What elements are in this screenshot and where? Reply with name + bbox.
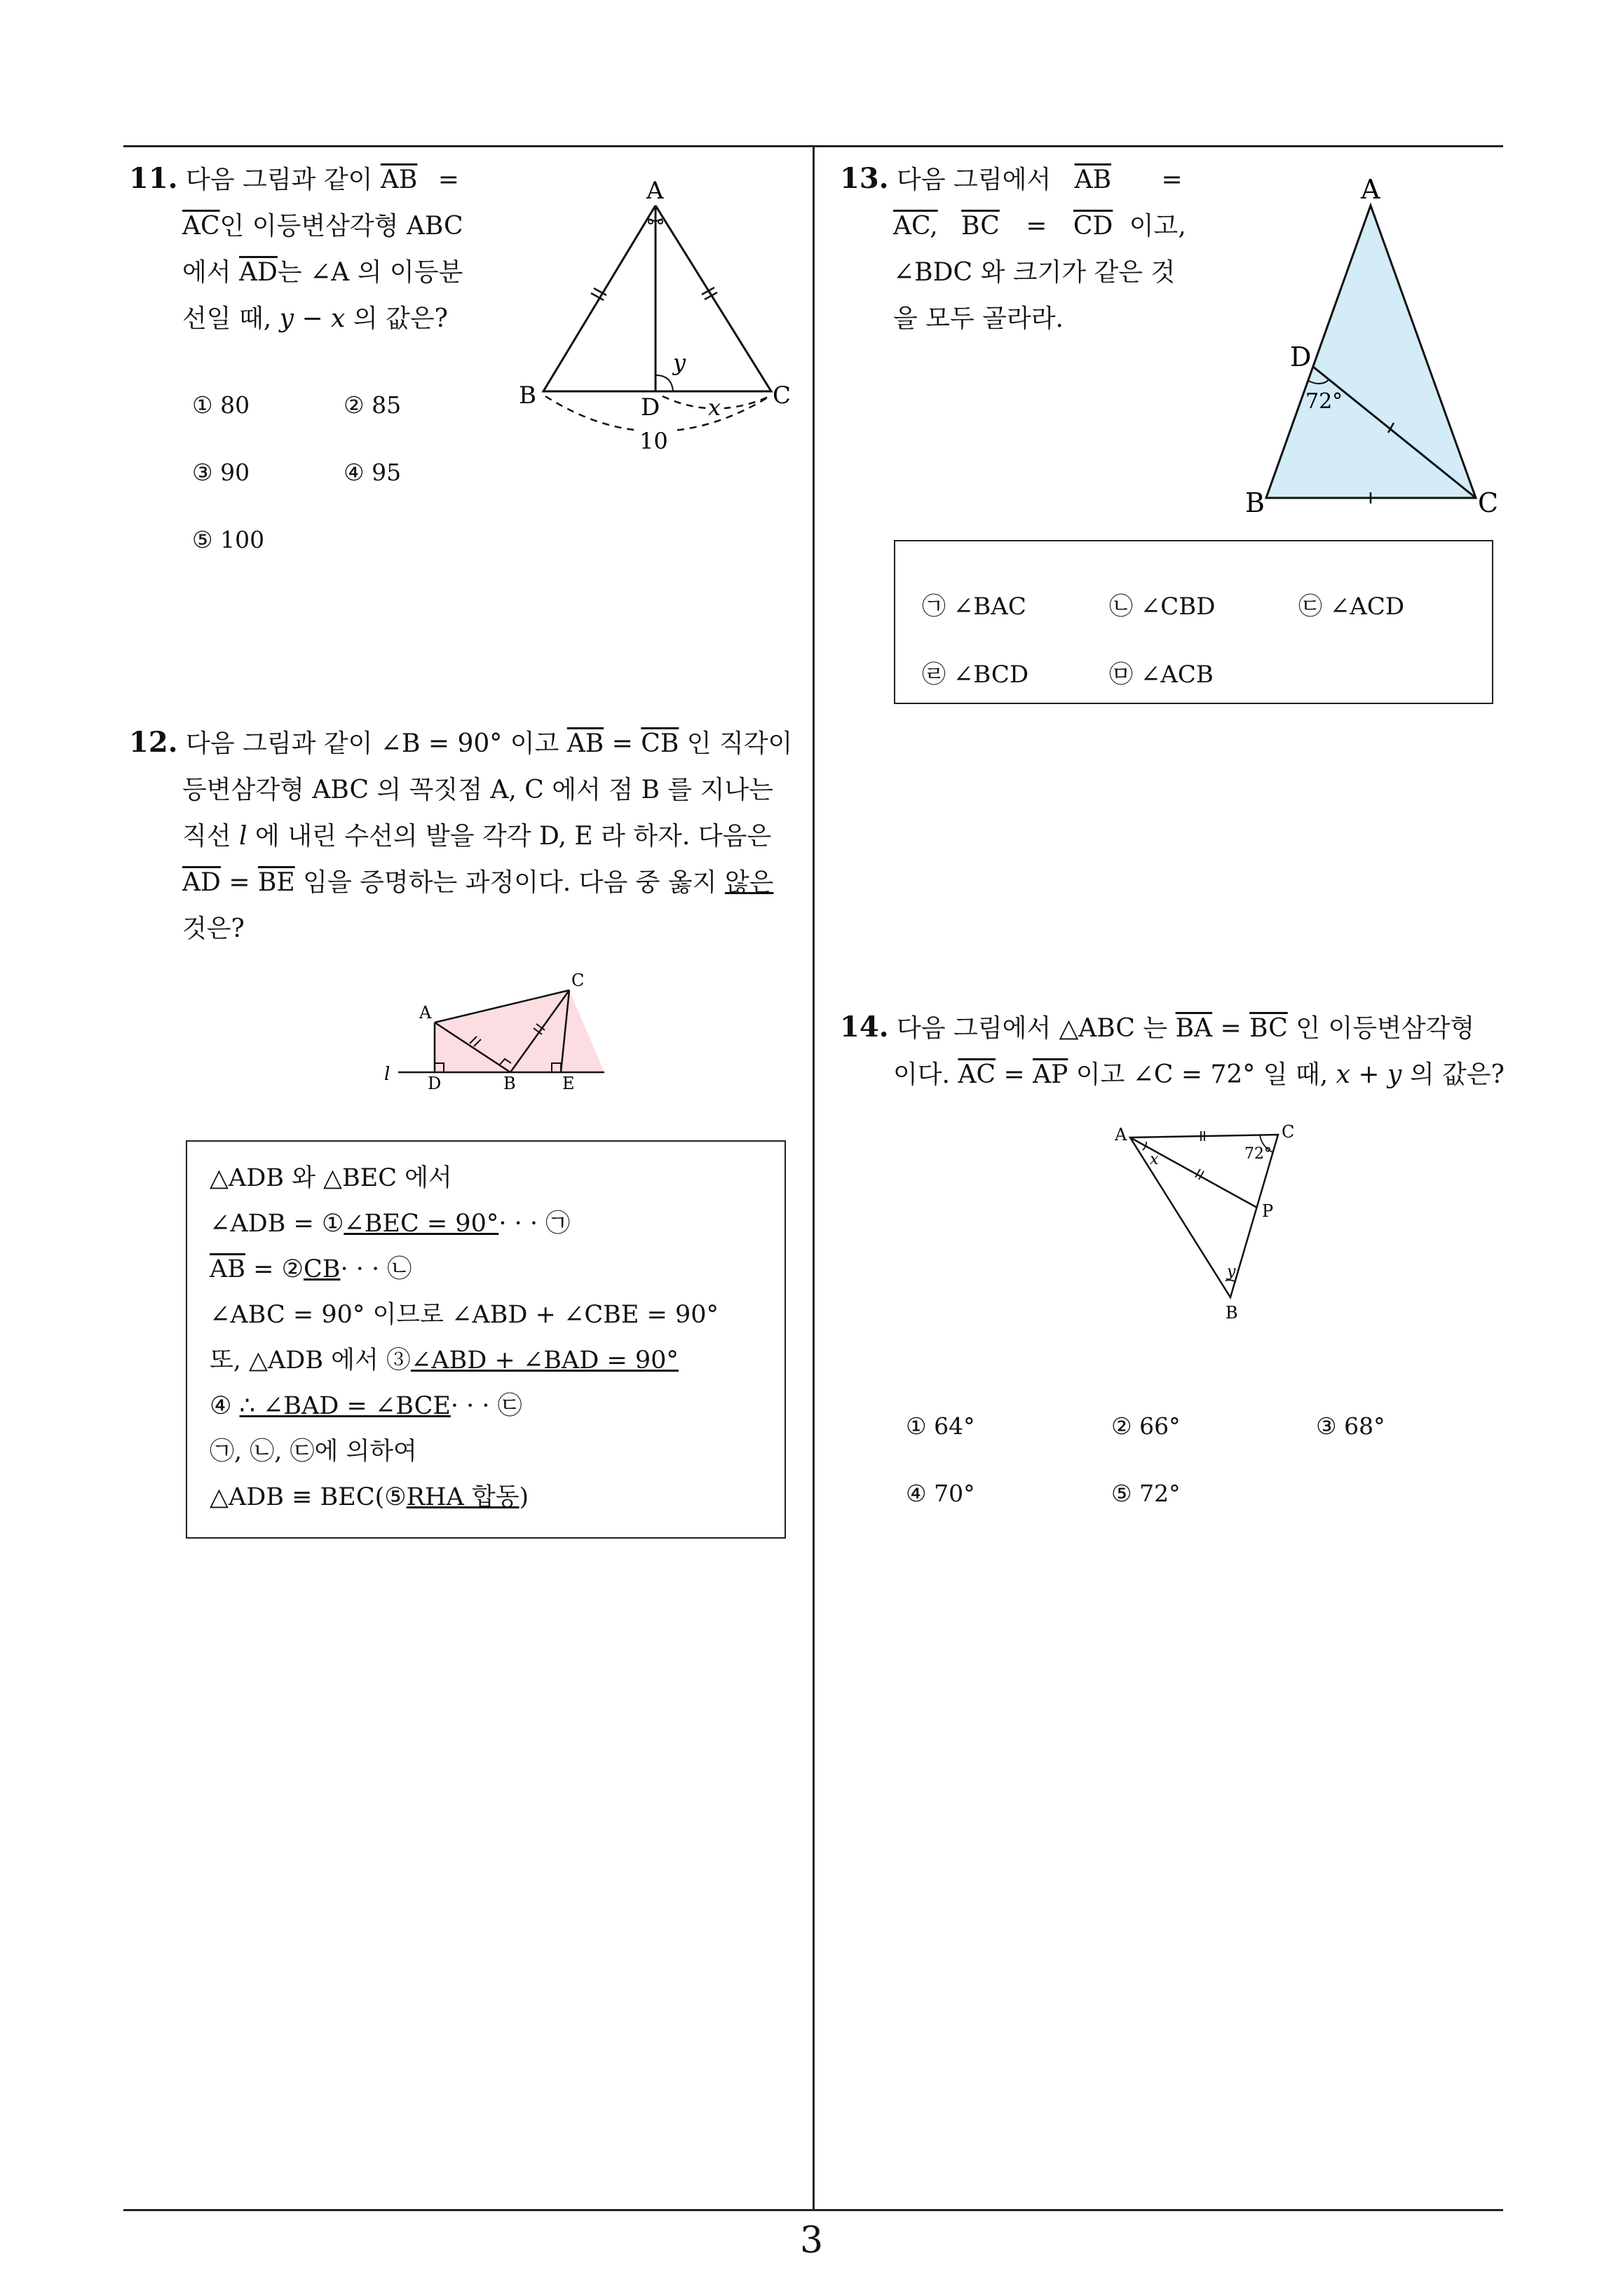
q11-line3a: 에서 <box>182 258 231 287</box>
q13-line2: 이고, <box>1129 212 1186 241</box>
q13-line3: ∠BDC 와 크기가 같은 것 <box>893 258 1176 287</box>
q13-label-d: D <box>1290 342 1312 372</box>
q14-line1a: 다음 그림에서 △ABC 는 <box>897 1014 1168 1043</box>
q11-figure <box>512 172 806 466</box>
q12-line2: 등변삼각형 ABC 의 꼭짓점 A, C 에서 점 B 를 지나는 <box>182 776 773 804</box>
q11-expr: y − x <box>279 304 346 333</box>
q14-label-x: x <box>1150 1151 1159 1168</box>
q11-line3b: 는 ∠A 의 이등분 <box>277 258 463 287</box>
q14-line2b: 이고 ∠C = 72° 일 때, <box>1075 1060 1329 1089</box>
q12-proof-line5: 또, △ADB 에서 ③∠ABD + ∠BAD = 90° <box>210 1346 679 1375</box>
q14-line1b: 인 이등변삼각형 <box>1296 1014 1475 1043</box>
q14-seg-ap <box>1130 1137 1257 1208</box>
q14-option-1[interactable]: ① 64° <box>906 1412 975 1440</box>
q12-label-b: B <box>503 1074 516 1093</box>
q14-option-2[interactable]: ② 66° <box>1111 1412 1181 1440</box>
q14-figure <box>1101 1115 1318 1332</box>
q13-seg-ab: $\overline{AB}$ <box>1074 166 1112 194</box>
q11-line4a: 선일 때, <box>182 304 272 333</box>
q14-option-4[interactable]: ④ 70° <box>906 1480 975 1507</box>
q11-option-1[interactable]: ① 80 <box>192 391 250 419</box>
q14-expr: x + y <box>1336 1060 1402 1089</box>
q12-text <box>129 720 802 952</box>
q14-seg-ap: $\overline{AP}$ <box>1033 1060 1068 1089</box>
q13-choice-3[interactable]: ㉢ ∠ACD <box>1298 593 1405 621</box>
q14-label-angle: 72° <box>1244 1145 1272 1163</box>
q14-number: 14. <box>840 1011 889 1044</box>
q14-label-y: y <box>1227 1263 1236 1281</box>
q14-seg-bc: $\overline{BC}$ <box>1249 1014 1288 1043</box>
q11-triangle <box>543 205 771 391</box>
q13-choice-box <box>894 540 1493 704</box>
q13-choice-4[interactable]: ㉣ ∠BCD <box>922 661 1029 689</box>
q13-text <box>840 156 1218 342</box>
q11-angle-arc-y <box>656 375 673 391</box>
q12-line1b: 인 직각이 <box>686 729 793 758</box>
q13-eq2: = <box>1026 212 1047 241</box>
q11-label-b: B <box>519 381 536 410</box>
column-divider <box>813 145 815 2211</box>
q11-option-4[interactable]: ④ 95 <box>344 459 402 486</box>
q13-label-a: A <box>1361 174 1380 205</box>
q11-option-2[interactable]: ② 85 <box>344 391 402 419</box>
q13-eq: = <box>1161 166 1183 194</box>
q11-number: 11. <box>129 162 178 195</box>
q11-seg-ad: $\overline{AD}$ <box>239 258 278 287</box>
q12-proof-line8: △ADB ≡ BEC(⑤RHA 합동) <box>210 1483 529 1511</box>
q14-option-3[interactable]: ③ 68° <box>1316 1412 1385 1440</box>
q13-line1: 다음 그림에서 <box>897 166 1052 194</box>
q14-option-5[interactable]: ⑤ 72° <box>1111 1480 1181 1507</box>
q12-proof-choice-1[interactable]: ∠BEC = 90° <box>344 1210 499 1238</box>
q11-eq: = <box>437 166 459 194</box>
q11-label-c: C <box>773 381 792 410</box>
q14-text <box>840 1004 1513 1098</box>
q14-label-p: P <box>1262 1201 1274 1221</box>
q13-choice-2[interactable]: ㉡ ∠CBD <box>1109 593 1216 621</box>
q14-line2c: 의 값은? <box>1409 1060 1505 1089</box>
page-number: 3 <box>799 2220 824 2262</box>
q13-number: 13. <box>840 162 889 195</box>
q12-proof-choice-4[interactable]: ∴ ∠BAD = ∠BCE <box>239 1392 451 1420</box>
q13-figure <box>1234 172 1514 522</box>
q11-text <box>129 156 494 342</box>
q12-label-l: l <box>384 1064 391 1085</box>
q11-line1: 다음 그림과 같이 <box>186 166 373 194</box>
q12-label-d: D <box>428 1074 442 1093</box>
q12-figure <box>379 968 617 1094</box>
q12-proof-line7: ㉠, ㉡, ㉢에 의하여 <box>210 1438 417 1466</box>
q13-seg-cd: $\overline{CD}$ <box>1073 212 1113 241</box>
q11-seg-ab: $\overline{AB}$ <box>380 166 418 194</box>
q11-option-3[interactable]: ③ 90 <box>192 459 250 486</box>
q12-proof-line3: $\overline{AB}$ = ②CB· · · ㉡ <box>210 1255 412 1283</box>
q11-label-d: D <box>641 393 660 421</box>
q12-line3b: 에 내린 수선의 발을 각각 D, E 라 하자. 다음은 <box>254 822 772 851</box>
q12-seg-ab: $\overline{AB}$ <box>566 729 604 758</box>
q12-eq: = <box>611 729 633 758</box>
q12-proof-line2: ∠ADB = ①∠BEC = 90°· · · ㉠ <box>210 1210 571 1238</box>
q11-option-5[interactable]: ⑤ 100 <box>192 526 265 553</box>
q12-proof-line4: ∠ABC = 90° 이므로 ∠ABD + ∠CBE = 90° <box>210 1301 719 1329</box>
q14-label-c: C <box>1282 1122 1295 1142</box>
q12-proof-choice-3[interactable]: ∠ABD + ∠BAD = 90° <box>410 1346 679 1375</box>
q12-line5: 것은? <box>182 914 245 943</box>
q12-line-l: l <box>239 822 247 851</box>
q13-line4: 을 모두 골라라. <box>893 304 1064 333</box>
q14-eq: = <box>1220 1014 1242 1043</box>
q11-label-x: x <box>708 394 721 421</box>
q12-proof-line1: △ADB 와 △BEC 에서 <box>210 1164 452 1192</box>
q12-label-c: C <box>571 971 585 990</box>
q11-line4b: 의 값은? <box>353 304 448 333</box>
q13-label-angle: 72° <box>1305 389 1343 414</box>
q12-line1a: 다음 그림과 같이 ∠B = 90° 이고 <box>186 729 559 758</box>
q12-line3a: 직선 <box>182 822 231 851</box>
q11-label-a: A <box>646 177 664 205</box>
q12-seg-cb: $\overline{CB}$ <box>641 729 679 758</box>
q12-proof-box <box>186 1140 786 1539</box>
q11-label-y: y <box>673 349 686 376</box>
q12-label-e: E <box>562 1074 575 1093</box>
q14-seg-ac: $\overline{AC}$ <box>958 1060 996 1089</box>
q13-seg-ac: AC, <box>893 212 938 241</box>
q12-proof-choice-5[interactable]: RHA 합동 <box>406 1483 520 1511</box>
q13-label-b: B <box>1245 487 1265 518</box>
q12-proof-choice-2[interactable]: CB <box>303 1255 341 1283</box>
q14-seg-ba: $\overline{BA}$ <box>1175 1014 1213 1043</box>
q12-label-a: A <box>419 1003 432 1022</box>
q11-label-base: 10 <box>639 428 668 454</box>
q11-line2: 인 이등변삼각형 ABC <box>219 212 463 241</box>
q12-seg-be: $\overline{BE}$ <box>257 868 295 897</box>
q14-eq2: = <box>1003 1060 1025 1089</box>
q12-not-emph: 않은 <box>724 868 774 897</box>
q14-label-a: A <box>1115 1125 1127 1144</box>
q13-choice-1[interactable]: ㉠ ∠BAC <box>922 593 1026 621</box>
q12-number: 12. <box>129 726 178 759</box>
q11-seg-ac: $\overline{AC}$ <box>182 212 220 241</box>
q12-line4a: 임을 증명하는 과정이다. 다음 중 옳지 <box>303 868 717 897</box>
q14-label-b: B <box>1225 1303 1238 1323</box>
q13-seg-bc: $\overline{BC}$ <box>961 212 1000 241</box>
q14-line2a: 이다. <box>893 1060 950 1089</box>
q13-label-c: C <box>1478 487 1499 518</box>
q12-proof-line6: ④ ∴ ∠BAD = ∠BCE· · · ㉢ <box>210 1392 522 1420</box>
q12-eq2: = <box>229 868 250 897</box>
q11-angle-mark-1 <box>648 220 653 224</box>
q13-choice-5[interactable]: ㉤ ∠ACB <box>1109 661 1214 689</box>
q11-angle-mark-2 <box>658 220 663 224</box>
q12-seg-ad: $\overline{AD}$ <box>182 868 221 897</box>
